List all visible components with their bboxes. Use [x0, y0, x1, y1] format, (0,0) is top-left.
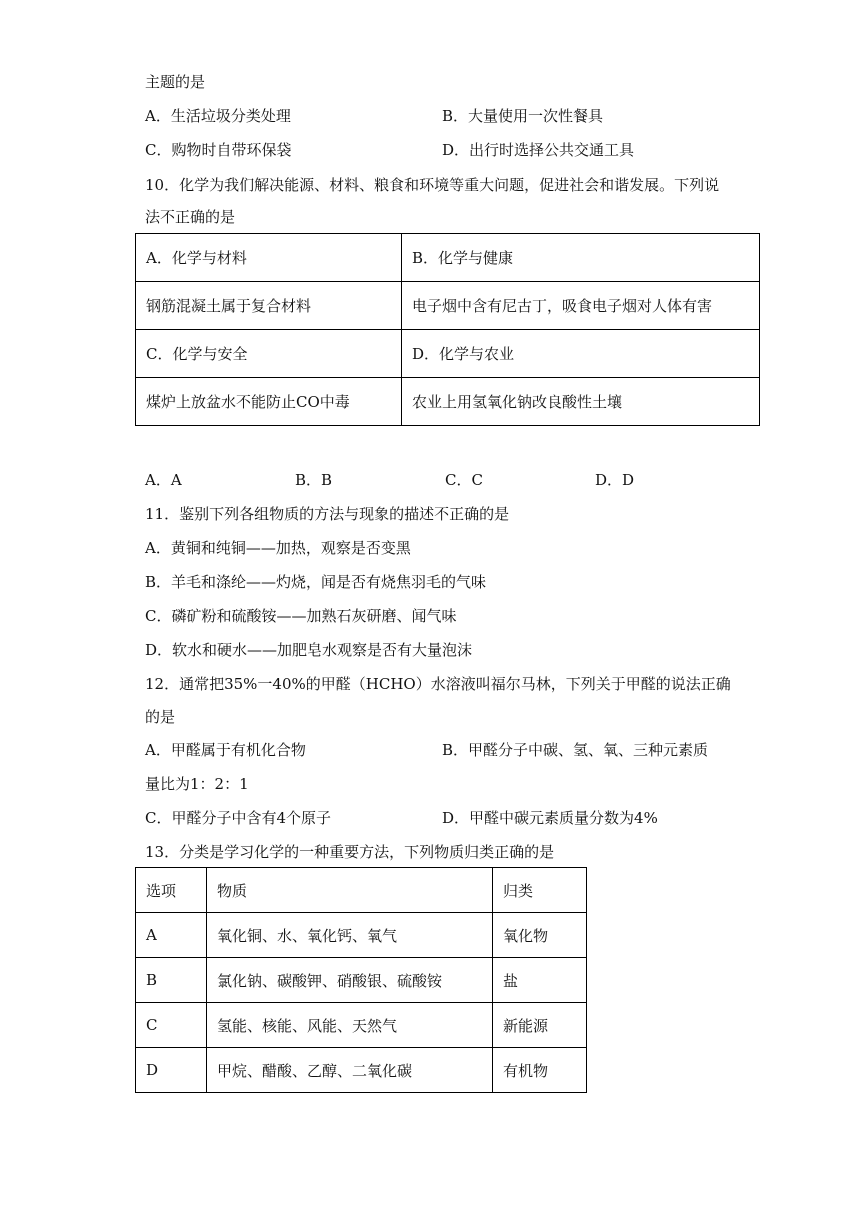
q11-option-d: D．软水和硬水——加肥皂水观察是否有大量泡沫	[145, 641, 473, 659]
table-row	[136, 958, 587, 1003]
q12-stem-line1: 12．通常把35%一40%的甲醛（HCHO）水溶液叫福尔马林，下列关于甲醛的说法正确	[145, 675, 731, 693]
q9-option-d: D．出行时选择公共交通工具	[442, 141, 635, 159]
table-cell: 电子烟中含有尼古丁，吸食电子烟对人体有害	[402, 282, 760, 330]
q10-option-c: C．C	[445, 471, 483, 489]
table-header-cell: 归类	[493, 868, 587, 913]
q11-option-b: B．羊毛和涤纶——灼烧，闻是否有烧焦羽毛的气味	[145, 573, 487, 591]
table-cell: 氯化钠、碳酸钾、硝酸银、硫酸铵	[207, 958, 493, 1003]
q10-stem-line1: 10．化学为我们解决能源、材料、粮食和环境等重大问题，促进社会和谐发展。下列说	[145, 176, 720, 194]
q10-table	[135, 233, 760, 426]
q12-option-b: B．甲醛分子中碳、氢、氧、三种元素质	[442, 741, 709, 759]
table-row	[136, 330, 760, 378]
table-row	[136, 234, 760, 282]
table-cell: 农业上用氢氧化钠改良酸性土壤	[402, 378, 760, 426]
table-header-cell: 物质	[207, 868, 493, 913]
table-cell: A．化学与材料	[136, 234, 402, 282]
table-cell: A	[136, 913, 207, 958]
q11-option-c: C．磷矿粉和硫酸铵——加熟石灰研磨、闻气味	[145, 607, 457, 625]
table-cell: B．化学与健康	[402, 234, 760, 282]
table-row	[136, 378, 760, 426]
table-cell: C．化学与安全	[136, 330, 402, 378]
table-cell: C	[136, 1003, 207, 1048]
table-cell: 氧化物	[493, 913, 587, 958]
table-cell: D．化学与农业	[402, 330, 760, 378]
table-header-row	[136, 868, 587, 913]
table-row	[136, 1048, 587, 1093]
table-cell: 甲烷、醋酸、乙醇、二氧化碳	[207, 1048, 493, 1093]
table-cell: 新能源	[493, 1003, 587, 1048]
table-cell: 有机物	[493, 1048, 587, 1093]
q10-option-d: D．D	[595, 471, 635, 489]
q9-option-a: A．生活垃圾分类处理	[145, 107, 291, 125]
table-row	[136, 913, 587, 958]
q10-option-a: A．A	[145, 471, 182, 489]
table-cell: 盐	[493, 958, 587, 1003]
q9-option-b: B．大量使用一次性餐具	[442, 107, 604, 125]
table-cell: D	[136, 1048, 207, 1093]
q13-table	[135, 867, 587, 1093]
table-cell: B	[136, 958, 207, 1003]
table-cell: 氧化铜、水、氧化钙、氧气	[207, 913, 493, 958]
q10-stem-line2: 法不正确的是	[145, 208, 236, 226]
q9-stem-tail: 主题的是	[145, 73, 206, 91]
q12-option-b-cont: 量比为1：2：1	[145, 775, 249, 793]
q12-option-d: D．甲醛中碳元素质量分数为4%	[442, 809, 658, 827]
q10-option-b: B．B	[295, 471, 333, 489]
q13-stem: 13．分类是学习化学的一种重要方法，下列物质归类正确的是	[145, 843, 555, 861]
q11-option-a: A．黄铜和纯铜——加热，观察是否变黑	[145, 539, 411, 557]
table-header-cell: 选项	[136, 868, 207, 913]
table-cell: 钢筋混凝土属于复合材料	[136, 282, 402, 330]
q12-stem-line2: 的是	[145, 708, 176, 726]
table-row	[136, 282, 760, 330]
table-cell: 煤炉上放盆水不能防止CO中毒	[136, 378, 402, 426]
q12-option-a: A．甲醛属于有机化合物	[145, 741, 306, 759]
q9-option-c: C．购物时自带环保袋	[145, 141, 292, 159]
q12-option-c: C．甲醛分子中含有4个原子	[145, 809, 332, 827]
table-row	[136, 1003, 587, 1048]
q11-stem: 11．鉴别下列各组物质的方法与现象的描述不正确的是	[145, 505, 510, 523]
table-cell: 氢能、核能、风能、天然气	[207, 1003, 493, 1048]
